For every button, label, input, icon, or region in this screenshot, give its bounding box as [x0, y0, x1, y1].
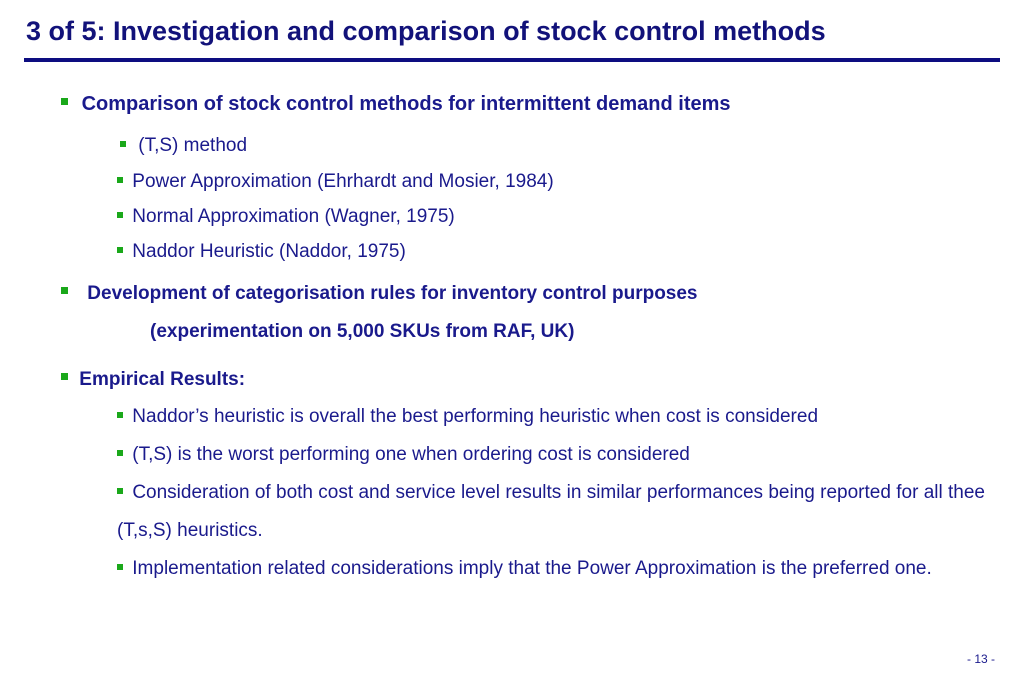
- title-underline: [24, 58, 1000, 62]
- list-item-text: Power Approximation (Ehrhardt and Mosier, 1984): [132, 171, 554, 192]
- slide-title: 3 of 5: Investigation and comparison of stock control methods: [26, 16, 826, 46]
- section2-heading: Development of categorisation rules for inventory control purposes: [87, 283, 698, 304]
- list-item-text: (T,S) method: [138, 135, 248, 156]
- square-bullet-icon: [117, 488, 123, 494]
- section2-subline: (experimentation on 5,000 SKUs from RAF, UK): [150, 321, 575, 342]
- square-bullet-icon: [117, 564, 123, 570]
- section1-heading-row: [61, 93, 731, 116]
- list-item-text: Implementation related considerations imply that the Power Approximation is the preferred one.: [132, 558, 932, 579]
- list-item: [117, 474, 985, 550]
- list-item: [117, 550, 985, 588]
- list-item-text: (T,S) is the worst performing one when ordering cost is considered: [132, 444, 690, 465]
- square-bullet-icon: [61, 287, 68, 294]
- square-bullet-icon: [117, 212, 123, 218]
- section1-heading: Comparison of stock control methods for intermittent demand items: [81, 93, 731, 115]
- page-number: - 13 -: [966, 652, 995, 666]
- list-item: [117, 206, 455, 228]
- square-bullet-icon: [117, 412, 123, 418]
- square-bullet-icon: [117, 247, 123, 253]
- list-item-text: Normal Approximation (Wagner, 1975): [132, 206, 455, 227]
- list-item-text: Consideration of both cost and service level results in similar performances being reported for all thee (T,s,S) heuristics.: [117, 482, 986, 541]
- square-bullet-icon: [61, 98, 68, 105]
- section2-heading-row: [61, 283, 698, 305]
- list-item: [117, 171, 554, 193]
- square-bullet-icon: [117, 450, 123, 456]
- list-item-text: Naddor Heuristic (Naddor, 1975): [132, 241, 406, 262]
- list-item-text: Naddor’s heuristic is overall the best performing heuristic when cost is considered: [132, 406, 819, 427]
- section3-heading: Empirical Results:: [79, 369, 246, 390]
- list-item: [117, 444, 690, 466]
- section3-heading-row: [61, 369, 245, 391]
- square-bullet-icon: [117, 177, 123, 183]
- square-bullet-icon: [120, 141, 126, 147]
- list-item: [117, 241, 406, 263]
- list-item: [117, 406, 818, 428]
- list-item: [120, 135, 247, 157]
- square-bullet-icon: [61, 373, 68, 380]
